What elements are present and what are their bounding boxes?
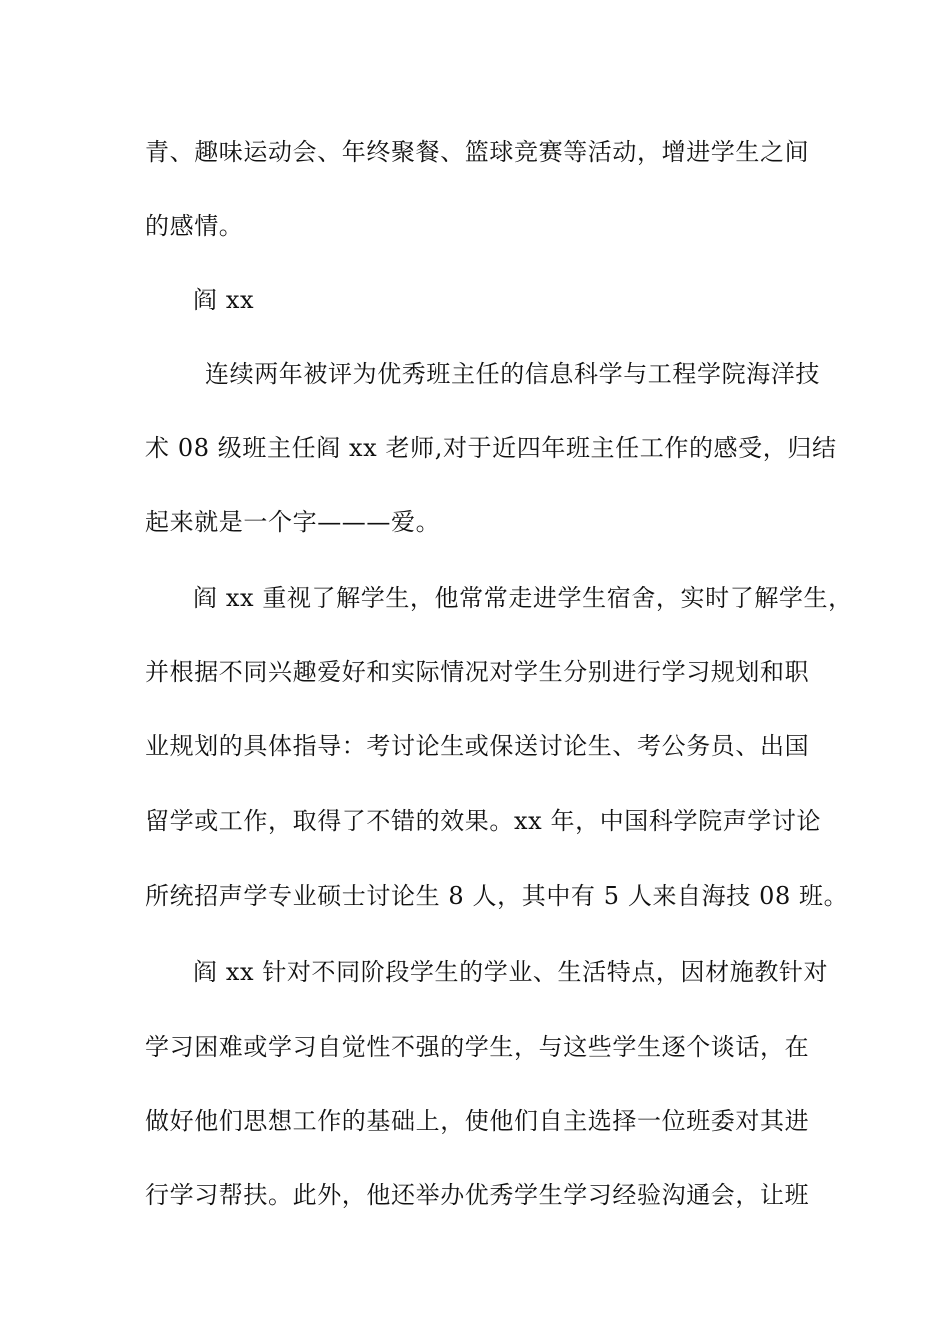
text-line: 术 08 级班主任阎 xx 老师,对于近四年班主任工作的感受，归结	[145, 434, 837, 462]
section-heading: 阎 xx	[193, 286, 255, 314]
text-line: 的感情。	[145, 212, 244, 240]
text-line: 阎 xx 重视了解学生，他常常走进学生宿舍，实时了解学生，	[193, 584, 853, 612]
text-line: 留学或工作，取得了不错的效果。xx 年，中国科学院声学讨论	[145, 807, 822, 835]
text-line: 青、趣味运动会、年终聚餐、篮球竞赛等活动，增进学生之间	[145, 138, 810, 166]
text-line: 学习困难或学习自觉性不强的学生，与这些学生逐个谈话，在	[145, 1033, 810, 1061]
text-line: 做好他们思想工作的基础上，使他们自主选择一位班委对其进	[145, 1107, 810, 1135]
text-line: 阎 xx 针对不同阶段学生的学业、生活特点，因材施教针对	[193, 958, 829, 986]
text-line: 连续两年被评为优秀班主任的信息科学与工程学院海洋技	[205, 360, 820, 388]
text-line: 所统招声学专业硕士讨论生 8 人，其中有 5 人来自海技 08 班。	[145, 882, 849, 910]
text-line: 业规划的具体指导：考讨论生或保送讨论生、考公务员、出国	[145, 732, 810, 760]
text-line: 起来就是一个字———爱。	[145, 508, 441, 536]
text-line: 并根据不同兴趣爱好和实际情况对学生分别进行学习规划和职	[145, 658, 810, 686]
text-line: 行学习帮扶。此外，他还举办优秀学生学习经验沟通会，让班	[145, 1181, 810, 1209]
